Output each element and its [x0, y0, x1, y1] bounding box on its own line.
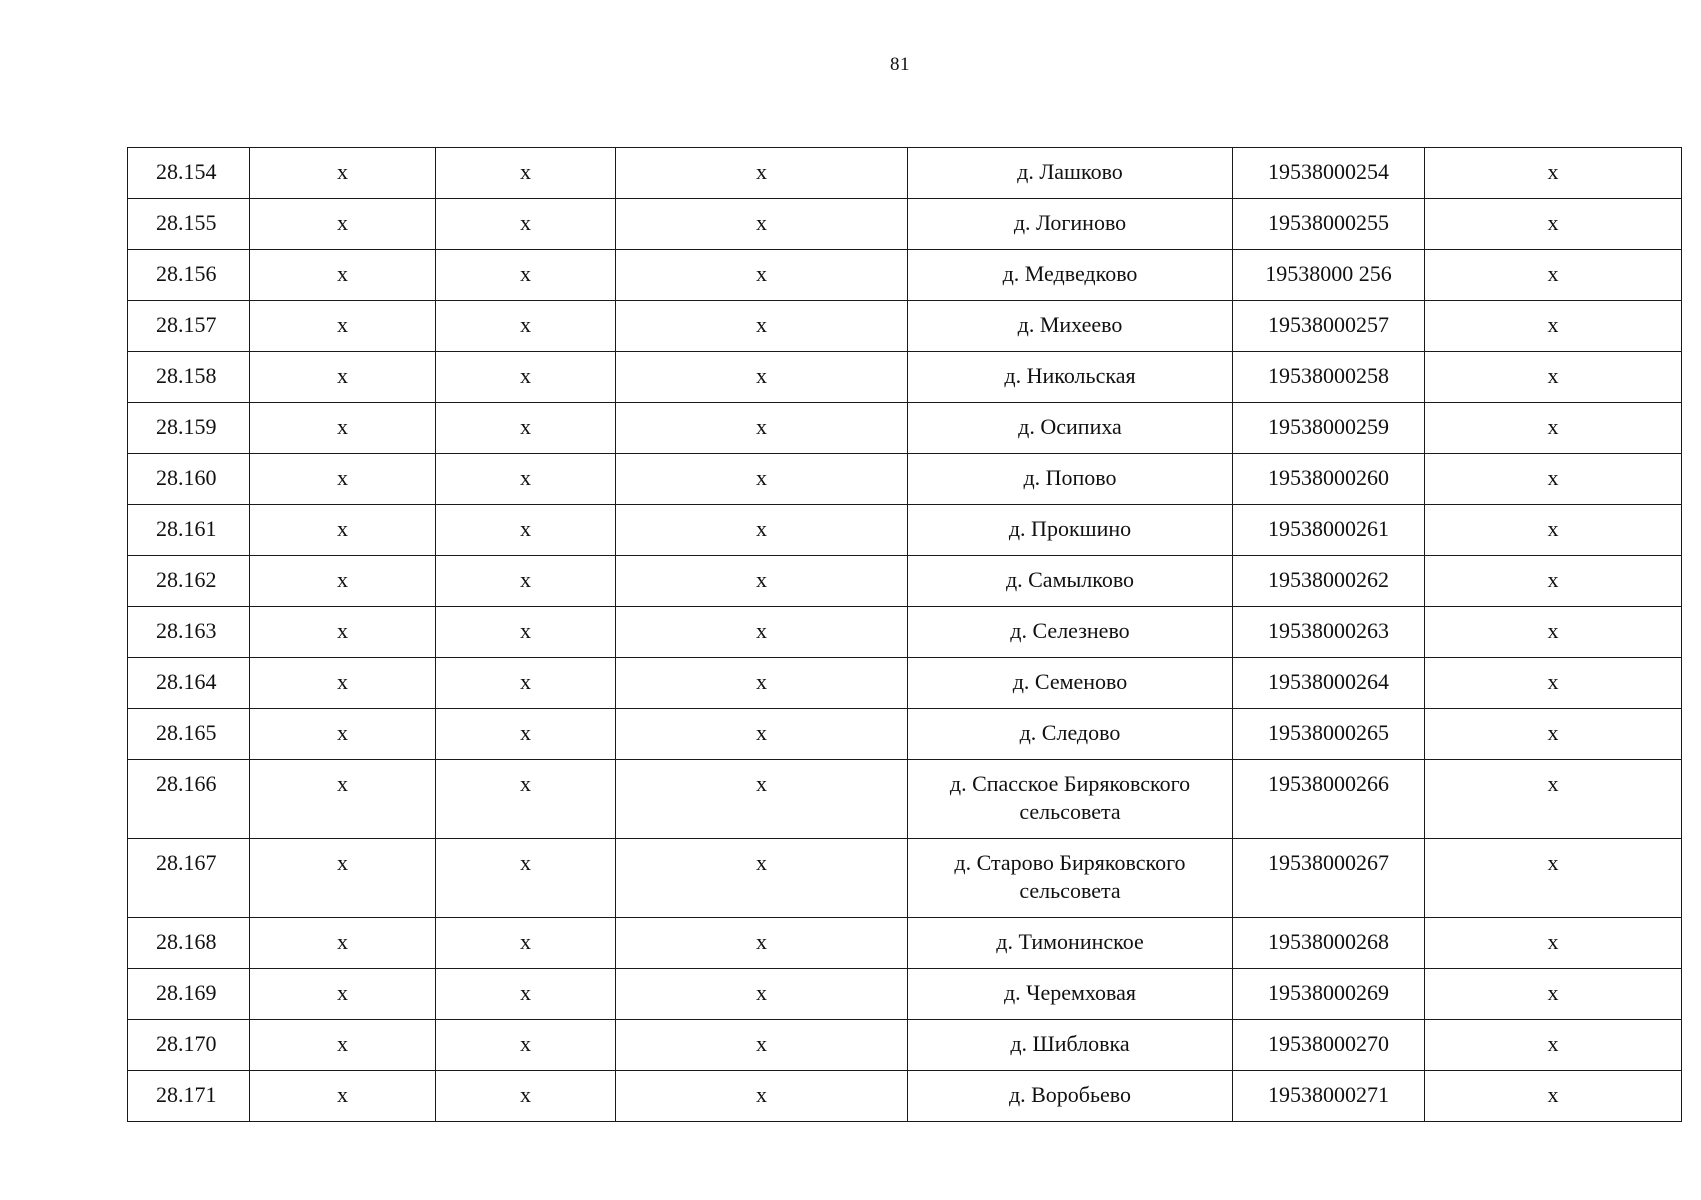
table-cell: х [250, 918, 436, 969]
oktmo-code-cell: 19538000258 [1233, 352, 1425, 403]
row-number-cell: 28.168 [128, 918, 250, 969]
settlement-name-cell: д. Спасское Биряковского сельсовета [908, 760, 1233, 839]
table-cell: х [436, 199, 616, 250]
oktmo-code-cell: 19538000257 [1233, 301, 1425, 352]
table-cell: х [250, 709, 436, 760]
row-number-cell: 28.159 [128, 403, 250, 454]
table-cell: х [250, 505, 436, 556]
row-number-cell: 28.170 [128, 1020, 250, 1071]
oktmo-code-cell: 19538000255 [1233, 199, 1425, 250]
table-cell: х [616, 918, 908, 969]
table-cell: х [436, 454, 616, 505]
table-cell: х [436, 556, 616, 607]
settlement-name-cell: д. Самылково [908, 556, 1233, 607]
table-row [128, 505, 1682, 556]
table-cell: х [616, 199, 908, 250]
oktmo-code-cell: 19538000259 [1233, 403, 1425, 454]
table-cell: х [250, 403, 436, 454]
table-cell: х [250, 250, 436, 301]
oktmo-code-cell: 19538000254 [1233, 148, 1425, 199]
table-cell: х [250, 607, 436, 658]
table-cell: х [250, 969, 436, 1020]
settlement-name-cell: д. Попово [908, 454, 1233, 505]
table-cell: х [616, 148, 908, 199]
table-row [128, 1020, 1682, 1071]
table-row [128, 918, 1682, 969]
table-cell: х [436, 709, 616, 760]
oktmo-code-cell: 19538000271 [1233, 1071, 1425, 1122]
oktmo-code-cell: 19538000267 [1233, 839, 1425, 918]
row-number-cell: 28.164 [128, 658, 250, 709]
oktmo-code-cell: 19538000264 [1233, 658, 1425, 709]
row-number-cell: 28.154 [128, 148, 250, 199]
table-cell: х [250, 148, 436, 199]
row-number-cell: 28.163 [128, 607, 250, 658]
row-number-cell: 28.157 [128, 301, 250, 352]
table-cell: х [436, 969, 616, 1020]
table-cell: х [1425, 658, 1682, 709]
row-number-cell: 28.162 [128, 556, 250, 607]
table-cell: х [1425, 839, 1682, 918]
row-number-cell: 28.156 [128, 250, 250, 301]
table-cell: х [1425, 403, 1682, 454]
table-row [128, 454, 1682, 505]
table-cell: х [250, 556, 436, 607]
table-row [128, 250, 1682, 301]
table-cell: х [1425, 1020, 1682, 1071]
settlement-name-cell: д. Михеево [908, 301, 1233, 352]
table-cell: х [616, 1020, 908, 1071]
table-cell: х [1425, 607, 1682, 658]
oktmo-code-cell: 19538000266 [1233, 760, 1425, 839]
page-number: 81 [890, 54, 910, 75]
table-cell: х [1425, 918, 1682, 969]
table-cell: х [1425, 505, 1682, 556]
table-cell: х [436, 352, 616, 403]
table-cell: х [436, 918, 616, 969]
table-row [128, 1071, 1682, 1122]
table-cell: х [436, 607, 616, 658]
table-cell: х [616, 1071, 908, 1122]
table-cell: х [250, 658, 436, 709]
table-cell: х [616, 969, 908, 1020]
table-cell: х [250, 352, 436, 403]
table-cell: х [1425, 969, 1682, 1020]
settlement-name-cell: д. Тимонинское [908, 918, 1233, 969]
settlement-name-cell: д. Логиново [908, 199, 1233, 250]
table-cell: х [616, 301, 908, 352]
settlement-name-cell: д. Семеново [908, 658, 1233, 709]
table-cell: х [616, 352, 908, 403]
table-cell: х [616, 607, 908, 658]
table-cell: х [616, 403, 908, 454]
table-row [128, 969, 1682, 1020]
table-cell: х [1425, 709, 1682, 760]
table-cell: х [250, 1020, 436, 1071]
table-row [128, 301, 1682, 352]
settlement-name-cell: д. Следово [908, 709, 1233, 760]
table-cell: х [250, 301, 436, 352]
table-cell: х [436, 658, 616, 709]
table-cell: х [1425, 199, 1682, 250]
table-cell: х [250, 1071, 436, 1122]
table-cell: х [436, 760, 616, 839]
oktmo-code-cell: 19538000261 [1233, 505, 1425, 556]
oktmo-code-cell: 19538000260 [1233, 454, 1425, 505]
table-row [128, 839, 1682, 918]
table-row [128, 199, 1682, 250]
settlement-name-cell: д. Осипиха [908, 403, 1233, 454]
oktmo-code-cell: 19538000263 [1233, 607, 1425, 658]
table-cell: х [616, 454, 908, 505]
oktmo-code-cell: 19538000268 [1233, 918, 1425, 969]
table-cell: х [250, 454, 436, 505]
settlement-name-cell: д. Лашково [908, 148, 1233, 199]
settlement-name-cell: д. Медведково [908, 250, 1233, 301]
settlements-table [127, 147, 1682, 1122]
table-cell: х [616, 250, 908, 301]
settlement-name-cell: д. Черемховая [908, 969, 1233, 1020]
table-cell: х [436, 403, 616, 454]
table-row [128, 760, 1682, 839]
table-cell: х [616, 839, 908, 918]
oktmo-code-cell: 19538000262 [1233, 556, 1425, 607]
oktmo-code-cell: 19538000265 [1233, 709, 1425, 760]
table-row [128, 148, 1682, 199]
settlement-name-cell: д. Селезнево [908, 607, 1233, 658]
table-cell: х [616, 709, 908, 760]
table-row [128, 352, 1682, 403]
table-cell: х [1425, 556, 1682, 607]
table-cell: х [436, 250, 616, 301]
table-cell: х [616, 505, 908, 556]
table-cell: х [436, 505, 616, 556]
table-cell: х [1425, 454, 1682, 505]
row-number-cell: 28.171 [128, 1071, 250, 1122]
table-cell: х [436, 1071, 616, 1122]
table-cell: х [436, 301, 616, 352]
table-cell: х [250, 839, 436, 918]
oktmo-code-cell: 19538000270 [1233, 1020, 1425, 1071]
table-cell: х [1425, 760, 1682, 839]
row-number-cell: 28.155 [128, 199, 250, 250]
row-number-cell: 28.166 [128, 760, 250, 839]
row-number-cell: 28.160 [128, 454, 250, 505]
row-number-cell: 28.165 [128, 709, 250, 760]
table-cell: х [1425, 1071, 1682, 1122]
row-number-cell: 28.161 [128, 505, 250, 556]
table-row [128, 556, 1682, 607]
oktmo-code-cell: 19538000 256 [1233, 250, 1425, 301]
table-cell: х [616, 760, 908, 839]
settlement-name-cell: д. Никольская [908, 352, 1233, 403]
table-cell: х [436, 1020, 616, 1071]
settlement-name-cell: д. Старово Биряковского сельсовета [908, 839, 1233, 918]
settlement-name-cell: д. Прокшино [908, 505, 1233, 556]
table-row [128, 658, 1682, 709]
oktmo-code-cell: 19538000269 [1233, 969, 1425, 1020]
table-cell: х [1425, 250, 1682, 301]
table-cell: х [1425, 352, 1682, 403]
table-cell: х [616, 556, 908, 607]
row-number-cell: 28.167 [128, 839, 250, 918]
table-cell: х [436, 839, 616, 918]
settlement-name-cell: д. Воробьево [908, 1071, 1233, 1122]
table-cell: х [250, 760, 436, 839]
table-cell: х [436, 148, 616, 199]
row-number-cell: 28.158 [128, 352, 250, 403]
table-row [128, 607, 1682, 658]
settlement-name-cell: д. Шибловка [908, 1020, 1233, 1071]
row-number-cell: 28.169 [128, 969, 250, 1020]
table-cell: х [1425, 301, 1682, 352]
table-cell: х [250, 199, 436, 250]
table-cell: х [1425, 148, 1682, 199]
table-cell: х [616, 658, 908, 709]
table-row [128, 403, 1682, 454]
table-row [128, 709, 1682, 760]
